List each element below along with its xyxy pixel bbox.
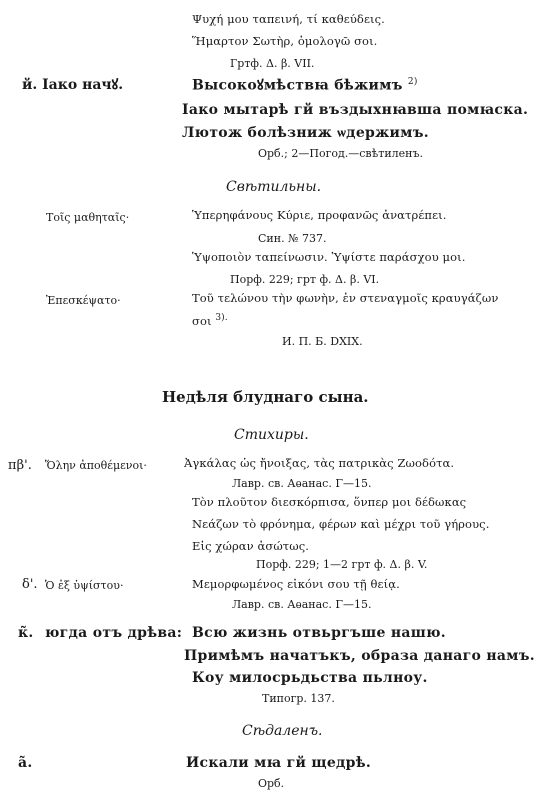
source-reference: Лавр. св. Аѳанас. Γ—15.	[232, 598, 372, 611]
greek-text: σοι	[192, 313, 212, 328]
source-reference: Порф. 229; 1—2 грт ф. Δ. β. V.	[256, 558, 428, 571]
greek-line: Τοῦ τελώνου τὴν φωνὴν, ἐν στεναγμοῖς κραυγάζων	[192, 291, 499, 305]
source-reference: Орб.; 2—Погод.—свѣтиленъ.	[258, 147, 423, 160]
incipit-number: й. Іако начꙋ.	[22, 77, 124, 93]
greek-line: Νεάζων τὸ φρόνημα, φέρων καὶ μέχρι τοῦ γήρους.	[192, 517, 490, 531]
source-reference: Порф. 229; грт ф. Δ. β. VI.	[230, 273, 380, 286]
slavonic-line: Іако мытарѣ гй въздыхнꙗвша помꙗска.	[182, 102, 529, 118]
margin-incipit: Ἐπεσκέψατο·	[46, 294, 121, 307]
slavonic-line: Коу милосрьдьства пьлноу.	[192, 670, 428, 686]
tone-number: а̃.	[18, 755, 33, 771]
section-heading: Сѣдаленъ.	[242, 723, 323, 739]
greek-line: Τὸν πλοῦτον διεσκόρπισα, ὅνπερ μοι δέδωκας	[192, 495, 467, 509]
section-heading: Свѣтильны.	[226, 179, 322, 195]
source-reference: Гртф. Δ. β. VII.	[230, 57, 315, 70]
footnote-marker: 2)	[407, 77, 418, 87]
greek-line: Ἥμαρτον Σωτὴρ, ὁμολογῶ σοι.	[192, 34, 378, 48]
greek-line: Μεμορφωμένος εἰκόνι σου τῇ θείᾳ.	[192, 577, 400, 591]
section-heading: Стихиры.	[234, 427, 309, 443]
tone-number: к̃.	[18, 625, 34, 641]
greek-line: Ψυχή μου ταπεινή, τί καθεύδεις.	[192, 12, 385, 26]
slavonic-line: Всю жизнь отвьргъше нашю.	[192, 625, 446, 641]
greek-line: Ἀγκάλας ὡς ἤνοιξας, τὰς πατρικὰς Ζωοδότα.	[184, 456, 455, 470]
slavonic-line: Лютож болѣзниж ѡдержимъ.	[182, 125, 429, 141]
tone-number: δ'.	[22, 577, 38, 592]
section-title: Недѣля блуднаго сына.	[162, 388, 369, 406]
tone-number: пβ'.	[8, 458, 32, 473]
greek-line	[192, 314, 228, 327]
source-reference: Лавр. св. Аѳанас. Γ—15.	[232, 477, 372, 490]
slavonic-line: Искали мꙗ гй щедрѣ.	[186, 755, 372, 771]
source-reference: И. П. Б. DXIX.	[282, 335, 363, 348]
source-reference: Син. № 737.	[258, 232, 327, 245]
footnote-marker: 3).	[215, 313, 228, 323]
greek-line: Ὑψοποιὸν ταπείνωσιν. Ὑψίστε παράσχου μοι.	[192, 250, 466, 264]
margin-incipit: Ὁ ἐξ ὑψίστου·	[45, 579, 124, 592]
slavonic-line: Примѣмъ начатъкъ, образа данаго намъ.	[184, 648, 535, 664]
source-reference: Орб.	[258, 777, 285, 790]
greek-line: Εἰς χώραν ἀσώτως.	[192, 539, 310, 553]
margin-incipit: Ὅλην ἀποθέμενοι·	[45, 459, 147, 472]
margin-incipit: югда отъ дрѣва:	[45, 625, 183, 641]
slavonic-line	[192, 78, 418, 93]
greek-line: Ὑπερηφάνους Κύριε, προφανῶς ἀνατρέπει.	[192, 208, 447, 222]
slavonic-text: Высокоꙋмѣствꙗ бѣжимъ	[192, 77, 403, 94]
margin-incipit: Τοῖς μαθηταῖς·	[46, 211, 130, 224]
source-reference: Типогр. 137.	[262, 692, 335, 705]
